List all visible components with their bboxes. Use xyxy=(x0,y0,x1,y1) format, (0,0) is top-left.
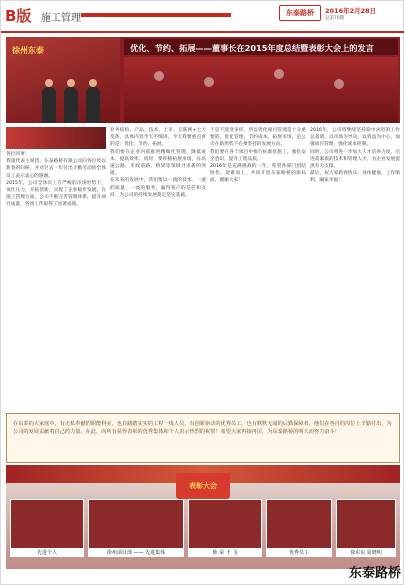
section-divider-band xyxy=(81,13,231,17)
watermark-logo: 东泰路桥 xyxy=(348,566,401,581)
article-paragraph: 2016年，公司将继续坚持稳中求进的工作总基调，以市场为导向，以效益为中心，加强项目管理，强化成本控制。 xyxy=(310,128,400,148)
hero-banner xyxy=(6,37,400,123)
audience-figure xyxy=(86,87,100,123)
audience-figure xyxy=(64,87,78,123)
quote-banner xyxy=(6,413,400,463)
quote-banner-text: 在东泰的大家庭中，有无私奉献的职能科室，也有踏踏实实的工程一线人员，有创新驱动的优秀员工，也有默默无闻的后勤保障者。他们在各自的岗位上辛勤付出，为公司的发展贡献着自己的力量。在此，向所有获得表彰的优秀集体和个人表示热烈的祝贺！希望大家再接再厉，为东泰路桥的明天而努力奋斗！ xyxy=(13,421,392,435)
stage-light xyxy=(274,69,284,79)
issue-date: 2016年2月28日 xyxy=(325,7,377,15)
section-title: 施工管理 xyxy=(41,13,81,24)
photo-caption: 先进个人 xyxy=(11,548,83,557)
article-column-3 xyxy=(210,127,306,413)
article-paragraph: 我们要在企业内部推进精细化管理，降低成本，提高效率。同时，要积极拓展市场，在高速公路、市政道路、桥梁等领域寻求新的突破。 xyxy=(110,149,206,177)
company-logo: 东泰路桥 xyxy=(279,5,321,21)
issue-number: 总第70期 xyxy=(325,16,345,21)
award-photos xyxy=(10,499,396,557)
speaker-figure xyxy=(42,87,56,123)
award-photo xyxy=(10,499,84,557)
article-paragraph: 最后，祝大家新春快乐，身体健康，工作顺利，阖家幸福！ xyxy=(310,171,400,184)
article-column-2 xyxy=(110,127,206,413)
article-paragraph: 同时，公司将进一步加大人才培养力度，引进高素质的技术和管理人才，为企业发展提供有力支撑。 xyxy=(310,149,400,170)
article-paragraph: 我们要在各个项目中推行标准化施工，强化安全意识，提升工程品质。 xyxy=(210,149,306,162)
award-photo xyxy=(188,499,262,557)
photo-caption: 优秀员工 xyxy=(267,548,331,557)
award-photo xyxy=(336,499,396,557)
article-lead: 各位同事： xyxy=(6,152,30,157)
photo-caption: 陈 荣 王 飞 xyxy=(189,548,261,557)
award-center-label: 表彰大会 xyxy=(176,473,230,499)
award-photo xyxy=(88,499,184,557)
article-column-1 xyxy=(6,151,106,413)
hero-right-photo xyxy=(124,57,398,123)
article-body xyxy=(6,127,400,413)
photo-caption: 徐东东 夏晓明 xyxy=(337,548,395,557)
award-photo-section xyxy=(6,465,400,569)
article-paragraph: 不是不能变多样，所以优化项目管理是十分重要的。优化管理，节约成本，拓展市场，是公司在新形势下必须坚持的发展方向。 xyxy=(210,128,306,148)
article-paragraph: 在未来的发展中，我们要以一流的技术、一流的质量、一流的服务，赢得客户的信任和支持，为公司的持续发展奠定坚实基础。 xyxy=(110,178,206,198)
stage-light xyxy=(334,79,344,89)
hero-title: 优化、节约、拓展——董事长在2015年度总结暨表彰大会上的发言 xyxy=(124,39,398,55)
article-photo xyxy=(6,127,106,149)
award-photo xyxy=(266,499,332,557)
article-paragraph: 业务结构、产品、技术、上市、互联网+七大变革，具体内容今天不细讲，今天我要重点讲的是：优化、节约、拓展。 xyxy=(110,128,206,148)
hero-photo-tag: 徐州东泰 xyxy=(12,46,44,55)
page-header xyxy=(1,1,404,33)
edition-label: B版 xyxy=(5,7,32,25)
stage-light xyxy=(154,71,164,81)
article-paragraph: 2016年是充满挑战的一年，希望各部门团结协作，迎难而上，共同开创东泰路桥的新局面，谢谢大家！ xyxy=(210,164,306,184)
stage-light xyxy=(204,77,214,87)
article-paragraph: 我谨代表主席团，东泰路桥有限公司向各位致以新春的问候，并对过去一年付出辛勤劳动的全体员工表示衷心的感谢。 xyxy=(6,159,106,179)
article-paragraph: 2015年，公司全体员工在严峻的市场形势下，顶住压力，开拓创新，实现了企业稳步发展。在施工管理方面，公司不断完善管理体系，提升项目质量，各项工作取得了显著成绩。 xyxy=(6,180,106,208)
photo-caption: 徐州项目部 —— 先进集体 xyxy=(89,548,183,557)
hero-photo xyxy=(6,37,120,123)
article-column-4 xyxy=(310,127,400,413)
